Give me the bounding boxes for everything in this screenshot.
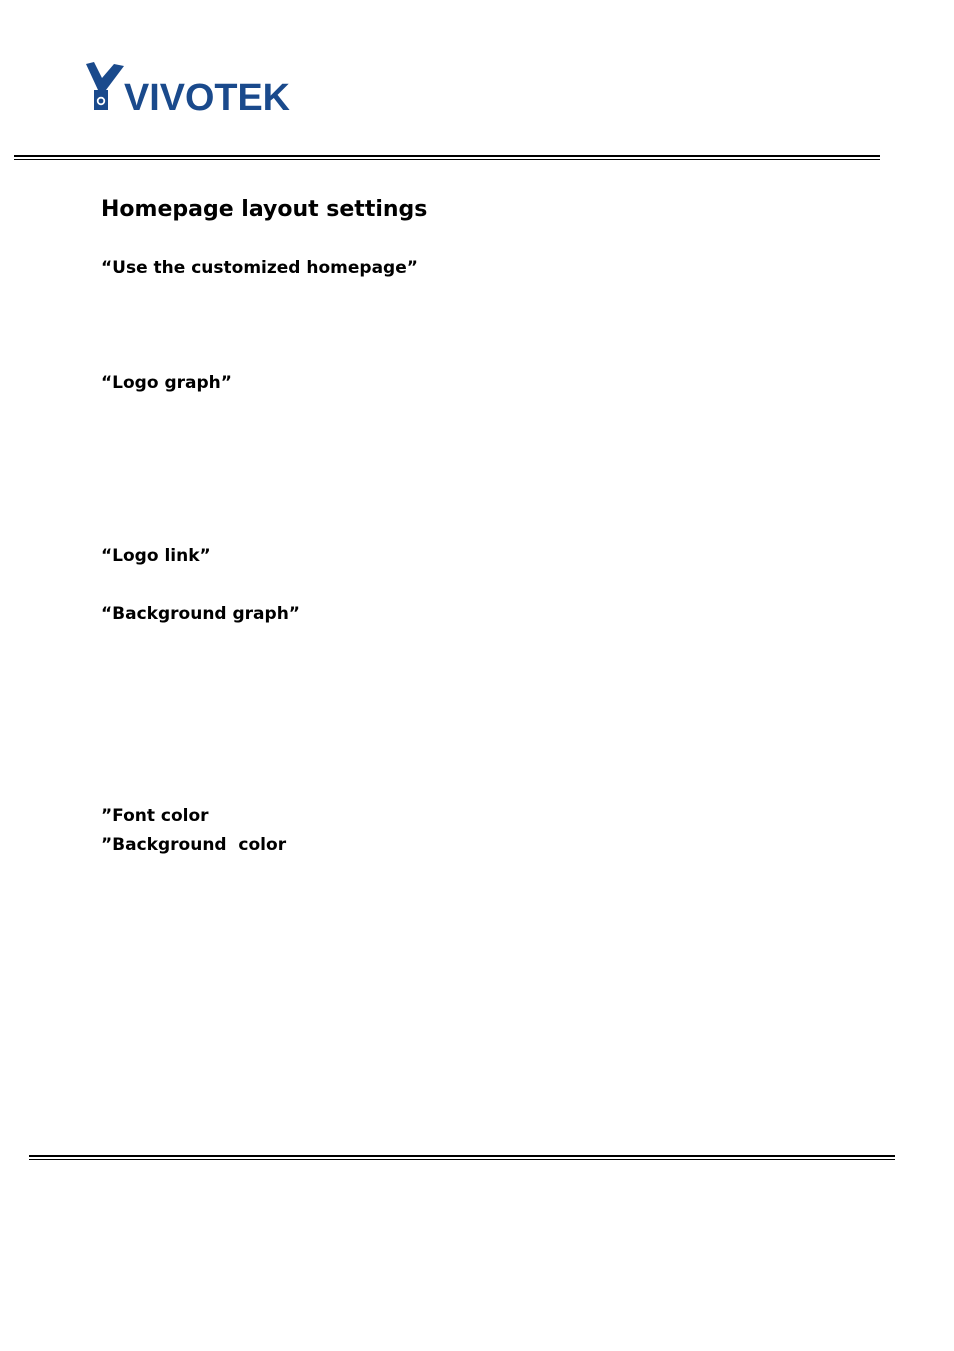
vivotek-logo: [84, 60, 294, 114]
term-use-customized-homepage: “Use the customized homepage”: [101, 258, 418, 278]
term-logo-graph: “Logo graph”: [101, 373, 232, 393]
term-logo-link: “Logo link”: [101, 546, 211, 566]
top-divider: [14, 155, 880, 160]
camera-icon: [86, 62, 124, 110]
page-title: Homepage layout settings: [101, 197, 428, 222]
bottom-divider: [29, 1155, 895, 1160]
term-background-graph: “Background graph”: [101, 604, 300, 624]
term-background-color: ”Background color: [101, 835, 287, 855]
term-font-color: ”Font color: [101, 806, 209, 826]
brand-wordmark: VIVOTEK: [124, 77, 291, 114]
